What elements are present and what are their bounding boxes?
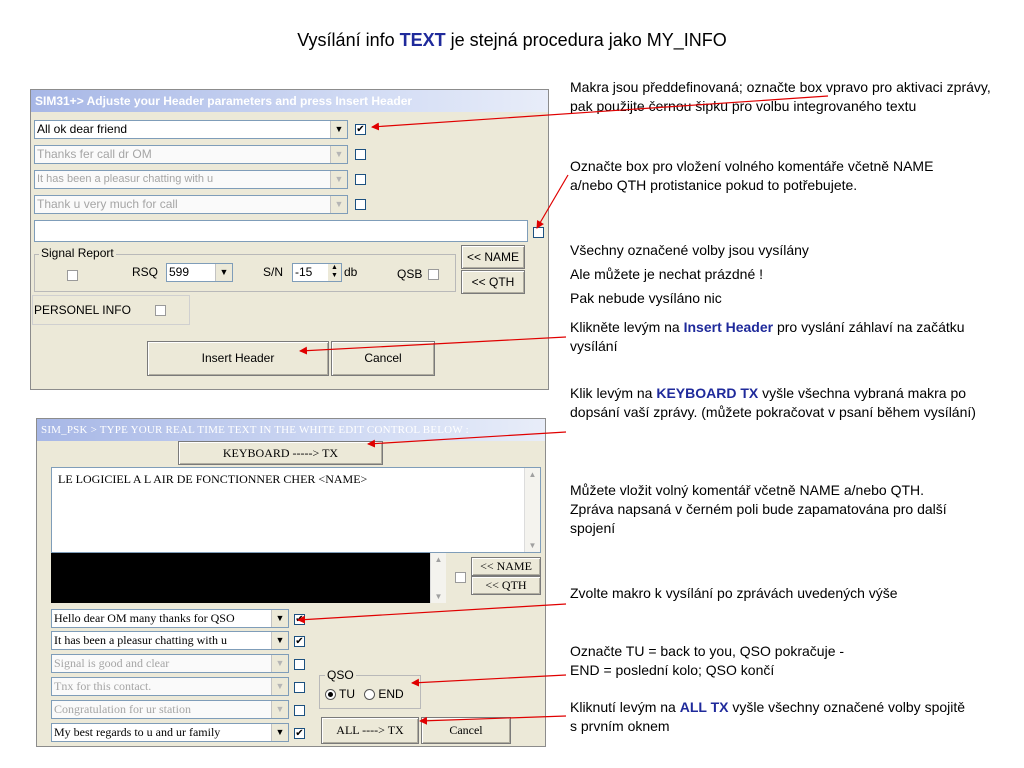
note-all-sent-2: Ale můžete je nechat prázdné ! [570, 266, 764, 282]
note-insert-header [570, 318, 1010, 356]
note-macros: Makra jsou předdefinovaná; označte box vpravo pro aktivaci zprávy, pak použijte černou šipku pro volbu integrovaného textu [570, 79, 991, 114]
psk-macro-check-3[interactable] [294, 659, 305, 670]
chevron-down-icon[interactable]: ▼ [330, 171, 347, 188]
chevron-down-icon[interactable]: ▼ [271, 678, 288, 695]
chevron-down-icon[interactable]: ▼ [330, 146, 347, 163]
psk-macro-text-5: Congratulation for ur station [54, 702, 191, 716]
header-macro-text-3: It has been a pleasur chatting with u [37, 173, 214, 185]
psk-macro-check-6[interactable]: ✔ [295, 728, 304, 739]
end-label: END [378, 687, 404, 701]
psk-macro-combo-3[interactable] [51, 654, 289, 673]
psk-macro-check-5[interactable] [294, 705, 305, 716]
qso-label: QSO [327, 668, 354, 682]
chevron-down-icon[interactable]: ▼ [271, 701, 288, 718]
note-all-sent [570, 238, 1010, 310]
psk-macro-check-1[interactable]: ✔ [295, 614, 304, 625]
note-insert-header-pre: Klikněte levým na [570, 319, 684, 335]
signal-report-check[interactable] [67, 270, 78, 281]
header-free-comment-check[interactable] [533, 227, 544, 238]
sn-label: S/N [263, 265, 284, 279]
header-macro-text-2: Thanks fer call dr OM [37, 147, 152, 161]
note-keyboard-tx-pre: Klik levým na [570, 385, 657, 401]
psk-edit-text: LE LOGICIEL A L AIR DE FONCTIONNER CHER <NAME> [58, 472, 368, 486]
chevron-down-icon[interactable]: ▼ [330, 121, 347, 138]
qso-radio-group [325, 687, 404, 701]
header-macro-combo-2[interactable] [34, 145, 348, 164]
header-window-titlebar: SIM31+> Adjuste your Header parameters and press Insert Header [31, 90, 548, 112]
slide-title-post: je stejná procedura jako MY_INFO [445, 30, 727, 50]
header-macro-check-3[interactable] [355, 174, 366, 185]
psk-macro-check-4[interactable] [294, 682, 305, 693]
header-macro-combo-1[interactable] [34, 120, 348, 139]
db-label: db [344, 265, 358, 279]
note-select-macro: Zvolte makro k vysílání po zprávách uvedených výše [570, 585, 898, 601]
tu-radio[interactable] [325, 687, 355, 701]
all-tx-button[interactable]: ALL ----> TX [321, 717, 419, 744]
note-all-sent-1: Všechny označené volby jsou vysílány [570, 242, 809, 258]
chevron-down-icon[interactable]: ▼ [271, 610, 288, 627]
psk-realtime-edit[interactable] [51, 467, 541, 553]
header-free-comment-field[interactable] [34, 220, 528, 242]
insert-header-button[interactable]: Insert Header [147, 341, 329, 376]
chevron-down-icon[interactable]: ▼ [215, 264, 232, 281]
chevron-down-icon[interactable]: ▼ [330, 196, 347, 213]
psk-comment-black-field[interactable] [51, 553, 445, 603]
psk-macro-text-4: Tnx for this contact. [54, 679, 152, 693]
psk-qth-button[interactable]: << QTH [471, 576, 541, 595]
keyboard-tx-button[interactable]: KEYBOARD -----> TX [178, 441, 383, 465]
tu-label: TU [339, 687, 355, 701]
psk-macro-combo-6[interactable] [51, 723, 289, 742]
chevron-down-icon[interactable]: ▼ [271, 655, 288, 672]
note-keyboard-tx-post: vyšle všechna vybraná makra po dopsání vaší zprávy. (můžete pokračovat v psaní během vysílání) [570, 385, 976, 420]
radio-selected-icon [325, 689, 336, 700]
note-all-tx [570, 698, 970, 736]
header-macro-text-4: Thank u very much for call [37, 197, 178, 211]
header-macro-combo-3[interactable] [34, 170, 348, 189]
slide-title-accent: TEXT [399, 30, 446, 50]
header-macro-combo-4[interactable] [34, 195, 348, 214]
note-keyboard-tx-accent: KEYBOARD TX [656, 385, 759, 401]
header-qth-button[interactable]: << QTH [461, 270, 525, 294]
psk-macro-combo-4[interactable] [51, 677, 289, 696]
qsb-label: QSB [397, 267, 423, 281]
note-all-tx-pre: Kliknutí levým na [570, 699, 680, 715]
header-macro-check-4[interactable] [355, 199, 366, 210]
note-all-sent-3: Pak nebude vysíláno nic [570, 290, 722, 306]
personel-info-check[interactable] [155, 305, 166, 316]
psk-edit-scrollbar[interactable]: ▲ ▼ [524, 468, 540, 552]
sn-value: -15 [295, 265, 313, 279]
note-insert-header-accent: Insert Header [683, 319, 774, 335]
note-tu-end-2: END = poslední kolo; QSO končí [570, 662, 775, 678]
slide-title [0, 30, 1024, 51]
psk-macro-combo-1[interactable] [51, 609, 289, 628]
header-macro-check-1[interactable]: ✔ [356, 124, 365, 135]
psk-comment-check[interactable] [455, 572, 466, 583]
signal-report-label: Signal Report [41, 246, 114, 260]
psk-macro-combo-5[interactable] [51, 700, 289, 719]
end-radio[interactable] [364, 687, 403, 701]
header-cancel-button[interactable]: Cancel [331, 341, 435, 376]
psk-window-titlebar: SIM_PSK > TYPE YOUR REAL TIME TEXT IN THE WHITE EDIT CONTROL BELOW : [37, 419, 545, 441]
chevron-down-icon[interactable]: ▼ [271, 632, 288, 649]
psk-name-button[interactable]: << NAME [471, 557, 541, 576]
header-window [30, 89, 549, 390]
rsq-label: RSQ [132, 265, 159, 279]
header-macro-text-1: All ok dear friend [37, 122, 128, 136]
rsq-select[interactable] [166, 263, 233, 282]
radio-empty-icon [364, 689, 375, 700]
psk-macro-text-2: It has been a pleasur chatting with u [54, 633, 227, 647]
psk-macro-text-1: Hello dear OM many thanks for QSO [54, 611, 235, 625]
header-name-button[interactable]: << NAME [461, 245, 525, 269]
psk-macro-text-3: Signal is good and clear [54, 656, 170, 670]
note-black-field: Můžete vložit volný komentář včetně NAME a/nebo QTH. Zpráva napsaná v černém poli bude zapamatována pro další spojení [570, 482, 947, 536]
note-free-comment: Označte box pro vložení volného komentáře včetně NAME a/nebo QTH protistanice pokud to potřebujete. [570, 158, 934, 193]
note-tu-end [570, 642, 1010, 680]
header-macro-check-2[interactable] [355, 149, 366, 160]
slide-title-pre: Vysílání info [297, 30, 400, 50]
rsq-value: 599 [169, 265, 190, 279]
psk-macro-check-2[interactable]: ✔ [295, 636, 304, 647]
note-all-tx-accent: ALL TX [679, 699, 729, 715]
note-tu-end-1: Označte TU = back to you, QSO pokračuje - [570, 643, 845, 659]
personel-info-label: PERSONEL INFO [34, 303, 131, 317]
psk-comment-scrollbar[interactable]: ▲ ▼ [430, 553, 446, 603]
note-all-tx-post: vyšle všechny označené volby spojitě s prvním oknem [570, 699, 966, 734]
sn-stepper[interactable] [292, 263, 342, 282]
psk-macro-combo-2[interactable] [51, 631, 289, 650]
note-keyboard-tx [570, 384, 990, 422]
psk-macro-text-6: My best regards to u and ur family [54, 725, 221, 739]
qsb-check[interactable] [428, 269, 439, 280]
chevron-down-icon[interactable]: ▼ [271, 724, 288, 741]
note-insert-header-post: pro vyslání záhlaví na začátku vysílání [570, 319, 965, 354]
psk-window [36, 418, 546, 747]
psk-cancel-button[interactable]: Cancel [421, 717, 511, 744]
stepper-arrows-icon[interactable]: ▲ ▼ [328, 264, 341, 281]
